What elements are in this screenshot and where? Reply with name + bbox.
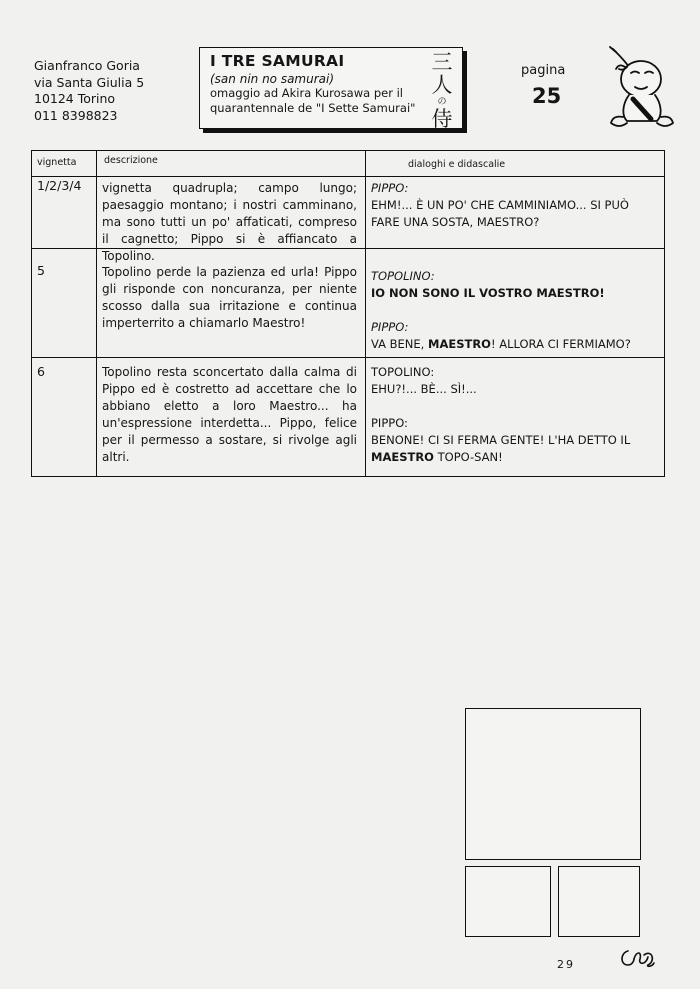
speaker-label: PIPPO: bbox=[371, 416, 408, 430]
dialogue-line bbox=[371, 285, 656, 302]
author-city: 10124 Torino bbox=[34, 91, 116, 106]
sheet-number: 29 bbox=[557, 958, 575, 971]
header-description: descrizione bbox=[104, 155, 158, 166]
dialogue-shout: IO NON SONO IL VOSTRO MAESTRO! bbox=[371, 286, 605, 300]
column-divider bbox=[365, 151, 366, 476]
column-divider bbox=[96, 151, 97, 476]
panel-frame-large bbox=[465, 708, 641, 860]
dialogue-text: TOPO-SAN! bbox=[433, 450, 503, 464]
author-street: via Santa Giulia 5 bbox=[34, 74, 145, 90]
dedication-line-2: quarantennale de "I Sette Samurai" bbox=[210, 101, 416, 115]
dialogue-text: VA BENE, bbox=[371, 337, 428, 351]
dialogue-line: EHU?!... BÈ... SÌ!... bbox=[371, 382, 477, 396]
kanji-char: 侍 bbox=[431, 107, 453, 131]
story-subtitle: (san nin no samurai) bbox=[210, 72, 335, 86]
title-box bbox=[199, 47, 463, 129]
dialogue-line: EHM!... È UN PO' CHE CAMMINIAMO... SI PUÒ FARE UNA SOSTA, MAESTRO? bbox=[371, 198, 629, 229]
panel-frame-small-left bbox=[465, 866, 551, 937]
panel-description: vignetta quadrupla; campo lungo; paesaggio montano; i nostri camminano, ma sono tutti un po' affaticati, compreso il cagnetto; Pippo si è affiancato a Topolino. bbox=[102, 181, 357, 263]
author-name: Gianfranco Goria bbox=[34, 58, 140, 73]
script-table bbox=[31, 150, 665, 477]
panel-number: 6 bbox=[37, 364, 45, 379]
panel-number: 1/2/3/4 bbox=[37, 178, 82, 193]
dialogue-emphasis: MAESTRO bbox=[371, 450, 434, 464]
panel-frame-small-right bbox=[558, 866, 640, 937]
story-title: I TRE SAMURAI bbox=[210, 52, 345, 70]
signature-scribble bbox=[618, 945, 658, 971]
dedication-line-1: omaggio ad Akira Kurosawa per il bbox=[210, 86, 403, 100]
panel-description: Topolino perde la pazienza ed urla! Pippo gli risponde con noncuranza, per niente scosso dalla sua irritazione e continua imperterrito a chiamarlo Maestro! bbox=[102, 265, 357, 330]
dialogue-emphasis: MAESTRO bbox=[428, 337, 491, 351]
panel-description: Topolino resta sconcertato dalla calma di Pippo ed è costretto ad accettare che lo abbiano eletto a loro Maestro... ha un'espressione interdetta... Pippo, felice per il permesso a sostare, si rivolge agli altri. bbox=[102, 365, 357, 464]
panel-dialogue bbox=[371, 364, 656, 466]
panel-dialogue bbox=[371, 268, 656, 353]
page-label: pagina bbox=[521, 63, 566, 78]
dialogue-text: ! ALLORA CI FERMIAMO? bbox=[490, 337, 631, 351]
samurai-mascot-illustration bbox=[605, 43, 677, 131]
author-address bbox=[34, 58, 144, 124]
dialogue-text: BENONE! CI SI FERMA GENTE! L'HA DETTO IL bbox=[371, 433, 631, 447]
row-divider bbox=[32, 357, 664, 358]
speaker-label: TOPOLINO: bbox=[371, 365, 435, 379]
page-number: 25 bbox=[532, 84, 562, 108]
dialogue-line bbox=[371, 432, 656, 466]
kanji-char: 三 bbox=[431, 50, 453, 74]
header-dialogue: dialoghi e didascalie bbox=[408, 159, 506, 170]
speaker-label: PIPPO: bbox=[371, 320, 409, 334]
panel-dialogue bbox=[371, 180, 656, 231]
speaker-label: TOPOLINO: bbox=[371, 269, 435, 283]
kanji-char: 人 bbox=[431, 73, 453, 97]
header-panel: vignetta bbox=[37, 157, 77, 168]
panel-number: 5 bbox=[37, 263, 45, 278]
kanji-title bbox=[428, 52, 456, 132]
header-divider bbox=[32, 176, 664, 177]
dialogue-line bbox=[371, 336, 656, 353]
kanji-char: の bbox=[437, 97, 447, 107]
author-phone: 011 8398823 bbox=[34, 107, 118, 123]
title-text bbox=[210, 52, 425, 116]
speaker-label: PIPPO: bbox=[371, 181, 409, 195]
